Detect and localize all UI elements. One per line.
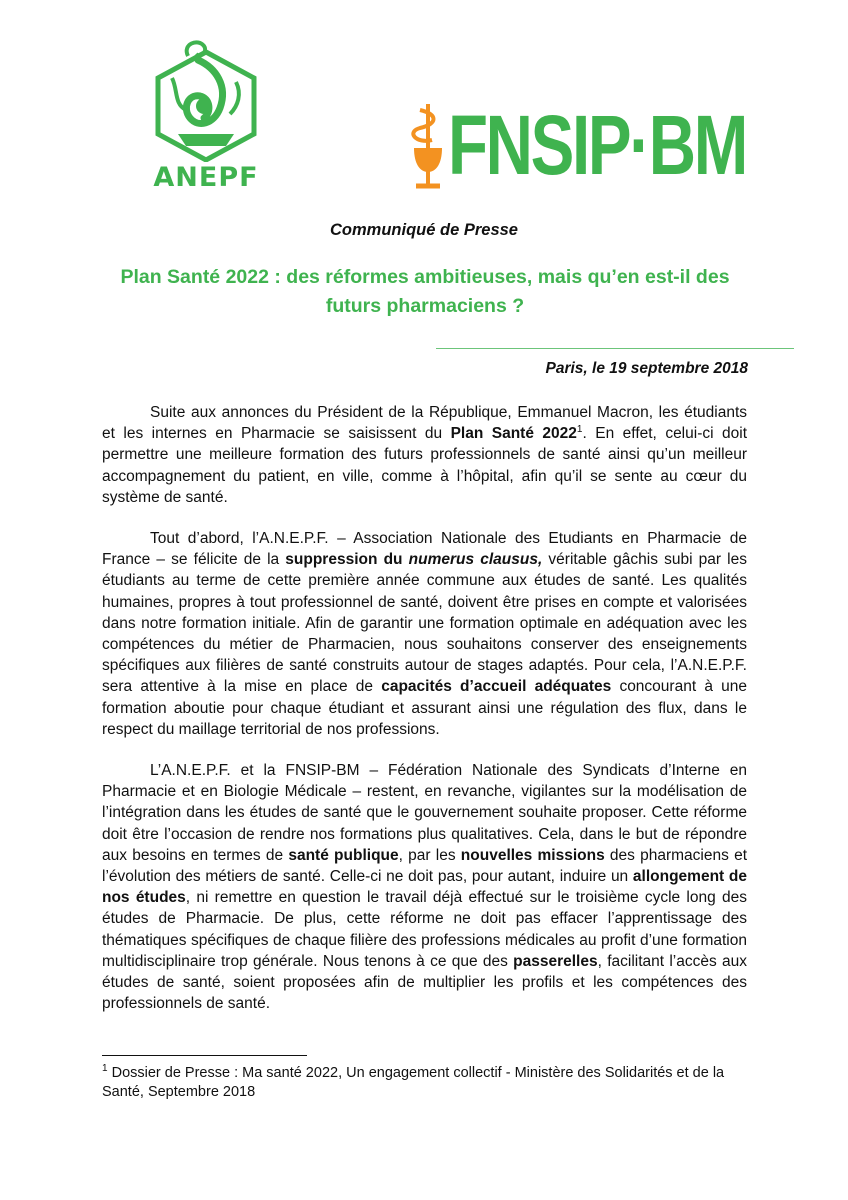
title-line-1: Plan Santé 2022 : des réformes ambitieuses, mais qu’en est-il des (120, 266, 730, 288)
paragraph-anepf (102, 528, 747, 740)
p3-text-3: des pharmaciens et l’évolution des métiers de santé. Celle-ci ne doit pas, pour autant, induire un (102, 846, 747, 886)
caduceus-cup-icon (408, 100, 448, 192)
p1-text-1: Suite aux annonces du Président de la République, Emmanuel Macron, les étudiants et les internes en Pharmacie se saisissent du (102, 404, 747, 443)
title-line-2: futurs pharmaciens ? (325, 295, 525, 317)
anepf-emblem-icon (138, 38, 274, 162)
title-divider (436, 348, 794, 349)
p3-text-5: , facilitant l’accès aux études de santé, soient proposées afin de multiplier les profils et les compétences des professionnels de santé. (102, 952, 747, 1013)
paragraph-intro (102, 402, 747, 508)
fnsip-bm-wordmark: FNSIP·BM (448, 98, 746, 192)
anepf-logo (138, 38, 274, 198)
footnote-text: Dossier de Presse : Ma santé 2022, Un engagement collectif - Ministère des Solidarités et de la Santé, Septembre 2018 (102, 1065, 725, 1100)
p3-bold-sante-publique: santé publique (288, 846, 399, 864)
dateline: Paris, le 19 septembre 2018 (545, 360, 748, 377)
main-title (110, 263, 740, 321)
p2-bold-suppression: suppression du (285, 551, 409, 569)
p2-text-1: Tout d’abord, l’A.N.E.P.F. – Association Nationale des Etudiants en Pharmacie de France – se félicite de la (102, 530, 747, 569)
anepf-wordmark: ANEPF (153, 162, 259, 193)
p3-text-1: L’A.N.E.P.F. et la FNSIP-BM – Fédération Nationale des Syndicats d’Interne en Pharmacie et en Biologie Médicale – restent, en revanche, vigilantes sur la modélisation de l’intégration dans les études de santé que le gouvernement souhaite proposer. Cette réforme doit être l’occasion de rendre nos formations plus qualitatives. Cela, dans le but de répondre aux besoins en termes de (102, 762, 747, 864)
footnote (102, 1064, 747, 1102)
footnote-ref: 1 (576, 424, 583, 436)
p3-text-4: , ni remettre en question le travail déjà effectué sur le troisième cycle long des études de Pharmacie. De plus, cette réforme ne doit pas effacer l’apprentissage des thématiques spécifiques de chaque filière des professions médicales au profit d’une formation multidisciplinaire trop générale. Nous tenons à ce que des (102, 889, 747, 970)
footnote-number: 1 (102, 1063, 108, 1075)
p2-text-2: véritable gâchis subi par les étudiants au terme de cette première année commune aux études de santé. Les qualités humaines, propres à tout professionnel de santé, doivent être prises en compte et valorisées dans notre formation initiale. Afin de garantir une formation optimale en adéquation avec les compétences du métier de Pharmacien, nous souhaitons conserver des enseignements spécifiques aux filières de santé construits autour de stages adaptés. Pour cela, l’A.N.E.P.F. sera attentive à la mise en place de (102, 551, 747, 696)
p1-bold-plan-sante: Plan Santé 2022 (450, 425, 577, 443)
p3-text-2: , par les (398, 846, 461, 864)
press-release-label: Communiqué de Presse (330, 221, 518, 239)
p3-bold-nouvelles-missions: nouvelles missions (460, 846, 605, 864)
p2-text-3: concourant à une formation aboutie pour chaque étudiant et assurant ainsi une régulation des flux, dans le respect du maillage territorial de nos professions. (102, 678, 747, 738)
fnsip-bm-logo (408, 96, 746, 196)
p3-bold-passerelles: passerelles (513, 952, 598, 970)
p3-bold-allongement: allongement de nos études (102, 868, 747, 907)
p2-bold-italic-numerus: numerus clausus, (408, 551, 543, 569)
footnote-separator (102, 1055, 307, 1056)
p1-text-2: . En effet, celui-ci doit permettre une meilleure formation des futurs professionnels de santé ainsi qu’un meilleur accompagnement du patient, en ville, comme à l’hôpital, afin qu’il se sente au cœur du système de santé. (102, 425, 748, 506)
p2-bold-capacites: capacités d’accueil adéquates (381, 678, 612, 696)
paragraph-fnsip (102, 760, 747, 1014)
